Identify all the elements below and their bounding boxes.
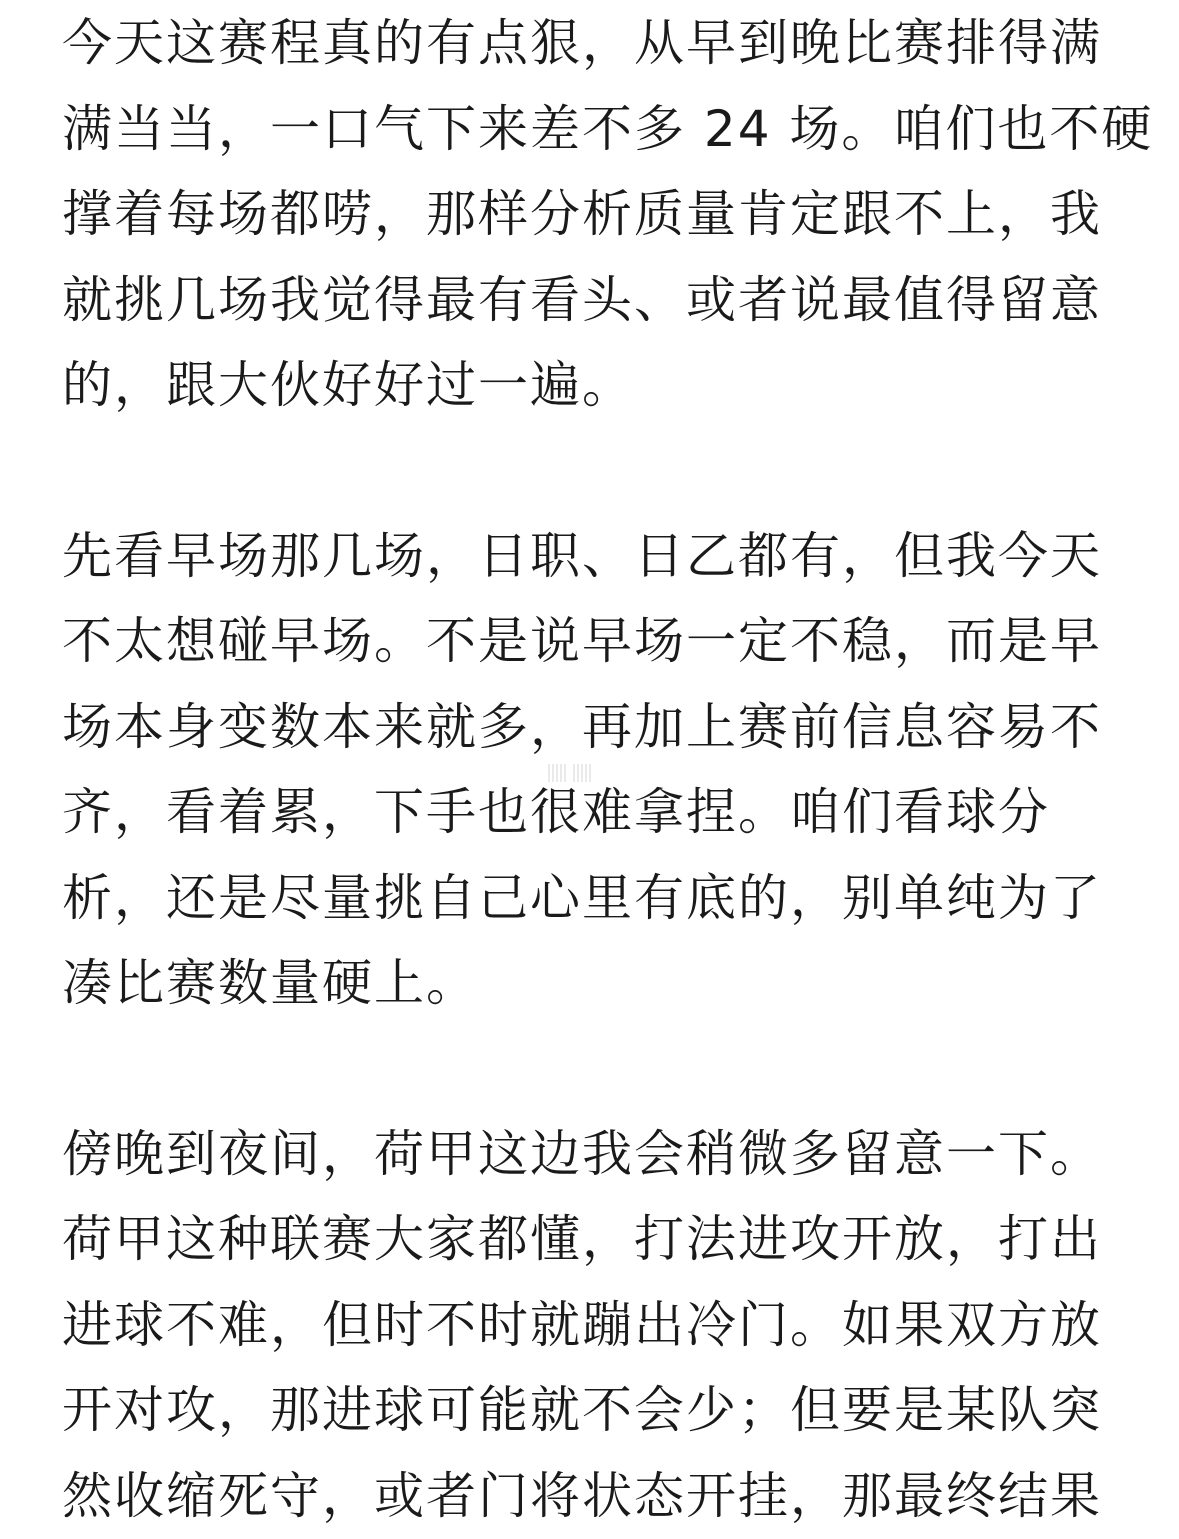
paragraph-3 xyxy=(62,1112,1120,1539)
text-line: 的，跟大伙好好过一遍。 xyxy=(62,343,1120,429)
text-line: 齐，看着累，下手也很难拿捏。咱们看球分 xyxy=(62,770,1120,856)
paragraph-1 xyxy=(62,1,1120,429)
text-line: 撑着每场都唠，那样分析质量肯定跟不上，我 xyxy=(62,172,1120,258)
text-line: 满当当，一口气下来差不多 24 场。咱们也不硬 xyxy=(62,87,1120,173)
text-line: 开对攻，那进球可能就不会少；但要是某队突 xyxy=(62,1368,1120,1454)
text-line: 不太想碰早场。不是说早场一定不稳，而是早 xyxy=(62,599,1120,685)
text-line: 就挑几场我觉得最有看头、或者说最值得留意 xyxy=(62,258,1120,344)
text-line: 荷甲这种联赛大家都懂，打法进攻开放，打出 xyxy=(62,1197,1120,1283)
watermark-block xyxy=(573,764,591,782)
text-line: 场本身变数本来就多，再加上赛前信息容易不 xyxy=(62,685,1120,771)
text-line: 然收缩死守，或者门将状态开挂，那最终结果 xyxy=(62,1454,1120,1539)
text-line: 凑比赛数量硬上。 xyxy=(62,941,1120,1027)
text-line: 先看早场那几场，日职、日乙都有，但我今天 xyxy=(62,514,1120,600)
watermark-block xyxy=(548,764,566,782)
text-line: 析，还是尽量挑自己心里有底的，别单纯为了 xyxy=(62,856,1120,942)
text-line: 傍晚到夜间，荷甲这边我会稍微多留意一下。 xyxy=(62,1112,1120,1198)
text-line: 今天这赛程真的有点狠，从早到晚比赛排得满 xyxy=(62,1,1120,87)
text-line: 进球不难，但时不时就蹦出冷门。如果双方放 xyxy=(62,1283,1120,1369)
faint-watermark-mark xyxy=(548,764,606,782)
